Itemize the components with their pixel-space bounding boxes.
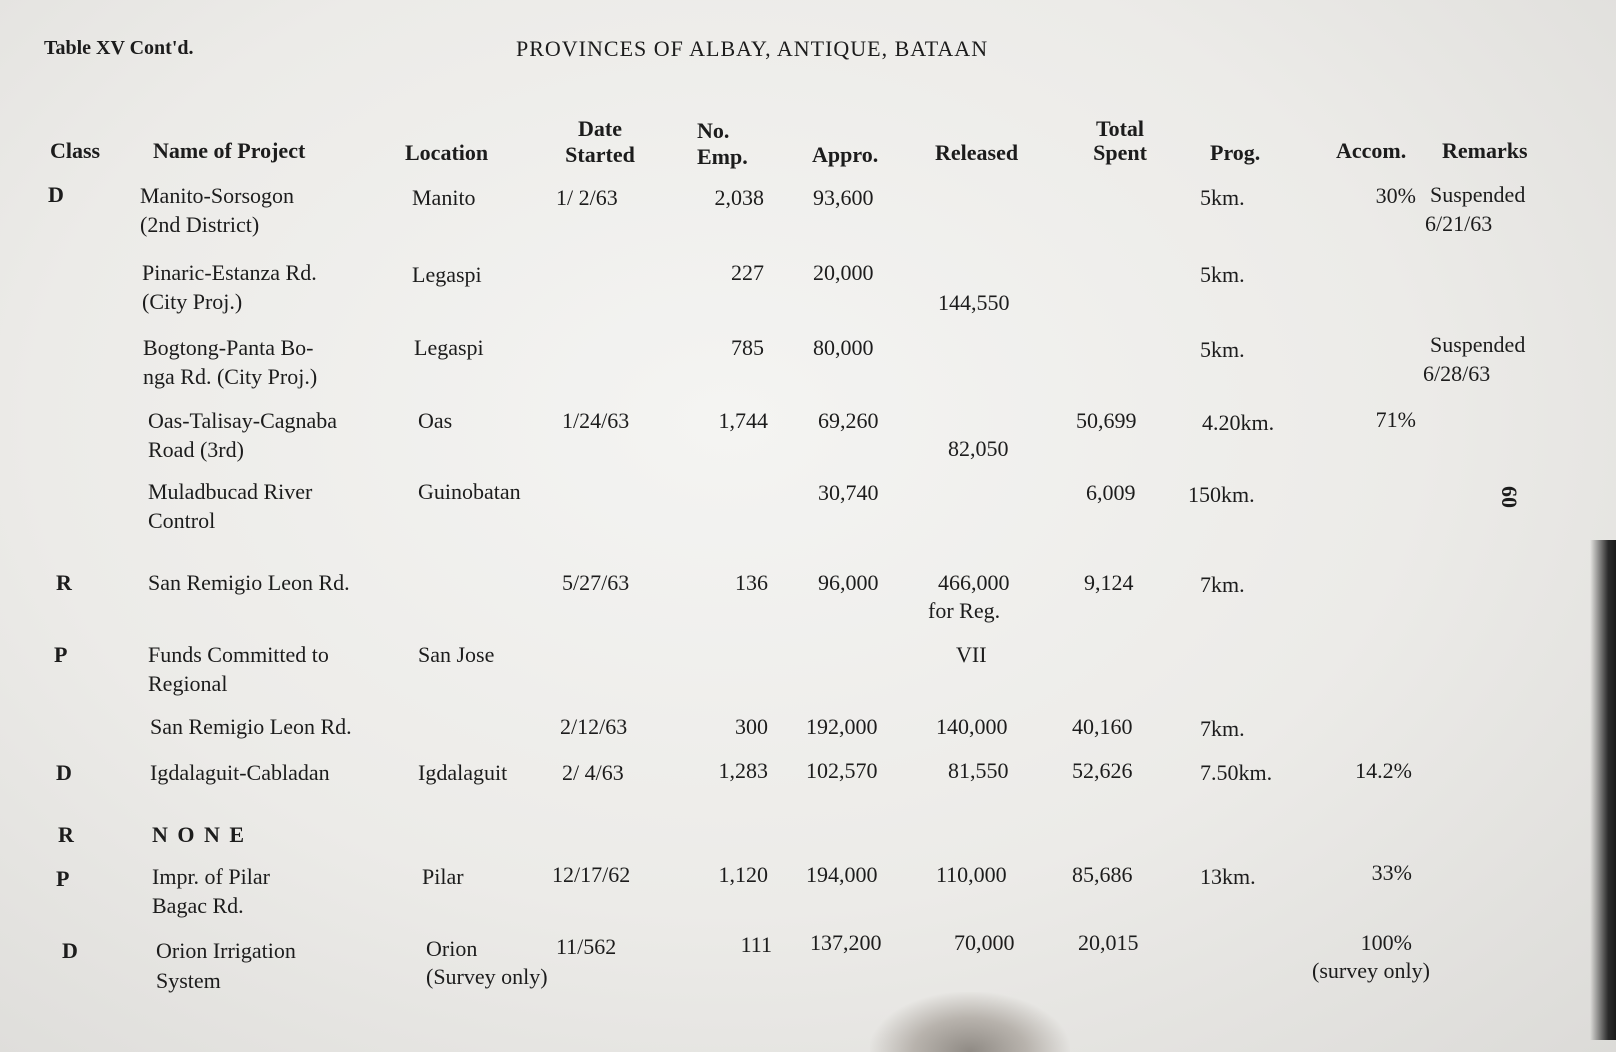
cell-accom: 71%: [1375, 407, 1416, 432]
cell-class: P: [56, 866, 70, 891]
cell-no-emp: 136: [735, 570, 768, 595]
cell-total-spent: 9,124: [1084, 570, 1134, 595]
cell-prog: 4.20km.: [1202, 410, 1275, 435]
cell-project-name: Orion Irrigation: [156, 938, 296, 963]
cell-location: Legaspi: [412, 262, 482, 287]
cell-prog: 7km.: [1200, 572, 1245, 597]
cell-accom-line2: (survey only): [1312, 958, 1430, 983]
cell-remarks-line2: 6/21/63: [1425, 211, 1493, 236]
cell-project-name-line2: (2nd District): [140, 212, 260, 237]
cell-no-emp: 300: [735, 714, 768, 739]
cell-appro: 192,000: [806, 714, 878, 739]
cell-date-started: 11/562: [556, 934, 617, 959]
cell-released: 110,000: [936, 862, 1007, 887]
cell-accom: 14.2%: [1355, 758, 1412, 783]
col-prog-header: Prog.: [1210, 140, 1261, 165]
cell-date-started: 1/24/63: [562, 408, 630, 433]
cell-no-emp: 785: [731, 335, 764, 360]
cell-project-name: Impr. of Pilar: [152, 864, 270, 889]
col-accom-header: Accom.: [1336, 138, 1407, 163]
cell-remarks-line2: 6/28/63: [1423, 361, 1491, 386]
cell-total-spent: 85,686: [1072, 862, 1133, 887]
cell-project-name: San Remigio Leon Rd.: [150, 714, 352, 739]
cell-project-name-line2: Road (3rd): [148, 437, 244, 462]
cell-appro: 20,000: [813, 260, 874, 285]
cell-total-spent: 20,015: [1078, 930, 1139, 955]
cell-class: R: [58, 822, 74, 847]
cell-appro: 96,000: [818, 570, 879, 595]
col-location-header: Location: [405, 140, 489, 165]
col-released-header: Released: [935, 140, 1019, 165]
cell-prog: 5km.: [1200, 262, 1245, 287]
col-date-header-2: Started: [565, 142, 635, 167]
cell-total-spent: 6,009: [1086, 480, 1136, 505]
cell-project-name: San Remigio Leon Rd.: [148, 570, 350, 595]
cell-released: 70,000: [954, 930, 1015, 955]
cell-prog: 150km.: [1188, 482, 1255, 507]
cell-class: D: [62, 938, 78, 963]
cell-remarks: Suspended: [1430, 332, 1526, 357]
cell-date-started: 12/17/62: [552, 862, 631, 887]
cell-no-emp: 111: [740, 932, 772, 957]
cell-date-started: 1/ 2/63: [556, 185, 618, 210]
cell-total-spent: 40,160: [1072, 714, 1133, 739]
cell-appro: 80,000: [813, 335, 874, 360]
cell-released: 466,000: [938, 570, 1010, 595]
cell-total-spent: 50,699: [1076, 408, 1137, 433]
cell-no-emp: 1,283: [718, 758, 768, 783]
cell-appro: 93,600: [813, 185, 874, 210]
cell-project-name-line2: Bagac Rd.: [152, 893, 244, 918]
binding-shadow: [1590, 540, 1616, 1040]
col-total-header-2: Spent: [1093, 140, 1147, 165]
cell-appro: 69,260: [818, 408, 879, 433]
page-title: PROVINCES OF ALBAY, ANTIQUE, BATAAN: [516, 36, 989, 61]
page-corner-mark: [870, 992, 1070, 1052]
cell-location: Manito: [412, 185, 476, 210]
cell-date-started: 5/27/63: [562, 570, 630, 595]
cell-appro: 102,570: [806, 758, 878, 783]
cell-location: Guinobatan: [418, 479, 521, 504]
cell-no-emp: 227: [731, 260, 764, 285]
cell-location: Igdalaguit: [418, 760, 508, 785]
cell-released: 81,550: [948, 758, 1009, 783]
cell-remarks: Suspended: [1430, 182, 1526, 207]
cell-location: Orion: [426, 936, 478, 961]
cell-project-name: Muladbucad River: [148, 479, 313, 504]
col-emp-header-1: No.: [697, 118, 730, 143]
cell-released: 82,050: [948, 436, 1009, 461]
cell-class: R: [56, 570, 72, 595]
cell-total-spent: 52,626: [1072, 758, 1133, 783]
cell-project-name: Manito-Sorsogon: [140, 183, 294, 208]
table-label: Table XV Cont'd.: [44, 37, 194, 59]
cell-location: San Jose: [418, 642, 495, 667]
col-appro-header: Appro.: [812, 142, 879, 167]
cell-project-name: Funds Committed to: [148, 642, 329, 667]
cell-appro: 194,000: [806, 862, 878, 887]
col-date-header-1: Date: [578, 116, 622, 141]
cell-class: P: [54, 642, 68, 667]
cell-date-started: 2/12/63: [560, 714, 628, 739]
cell-project-name: Pinaric-Estanza Rd.: [142, 260, 317, 285]
cell-no-emp: 1,744: [718, 408, 768, 433]
col-class-header: Class: [50, 138, 101, 163]
cell-prog: 13km.: [1200, 864, 1256, 889]
page-number: 60: [1497, 486, 1522, 508]
cell-accom: 100%: [1360, 930, 1412, 955]
cell-project-name-line2: System: [156, 968, 221, 993]
cell-prog: 5km.: [1200, 337, 1245, 362]
cell-prog: 5km.: [1200, 185, 1245, 210]
cell-accom: 33%: [1371, 860, 1412, 885]
cell-project-name-line2: nga Rd. (City Proj.): [143, 364, 318, 389]
cell-location: Oas: [418, 408, 453, 433]
cell-prog: 7km.: [1200, 716, 1245, 741]
cell-prog: 7.50km.: [1200, 760, 1273, 785]
cell-released: 140,000: [936, 714, 1008, 739]
cell-class: D: [48, 182, 64, 207]
cell-date-started: 2/ 4/63: [562, 760, 624, 785]
cell-project-name-line2: Control: [148, 508, 216, 533]
cell-appro: 30,740: [818, 480, 879, 505]
cell-released: 144,550: [938, 290, 1010, 315]
cell-project-name: Igdalaguit-Cabladan: [150, 760, 330, 785]
cell-appro: 137,200: [810, 930, 882, 955]
cell-location-line2: (Survey only): [426, 964, 548, 989]
cell-project-name: Oas-Talisay-Cagnaba: [148, 408, 338, 433]
cell-no-emp: 2,038: [714, 185, 764, 210]
cell-project-name-line2: (City Proj.): [142, 289, 243, 314]
col-remarks-header: Remarks: [1442, 138, 1528, 163]
cell-released: VII: [956, 642, 987, 667]
cell-location: Legaspi: [414, 335, 484, 360]
cell-project-name-line2: Regional: [148, 671, 228, 696]
cell-location: Pilar: [422, 864, 464, 889]
cell-no-emp: 1,120: [718, 862, 768, 887]
col-name-header: Name of Project: [153, 138, 306, 163]
col-emp-header-2: Emp.: [697, 144, 748, 169]
cell-released-line2: for Reg.: [928, 598, 1001, 623]
cell-accom: 30%: [1375, 183, 1416, 208]
cell-class: D: [56, 760, 72, 785]
cell-project-name: Bogtong-Panta Bo-: [143, 335, 314, 360]
col-total-header-1: Total: [1095, 116, 1145, 141]
cell-project-name: N O N E: [152, 822, 247, 847]
